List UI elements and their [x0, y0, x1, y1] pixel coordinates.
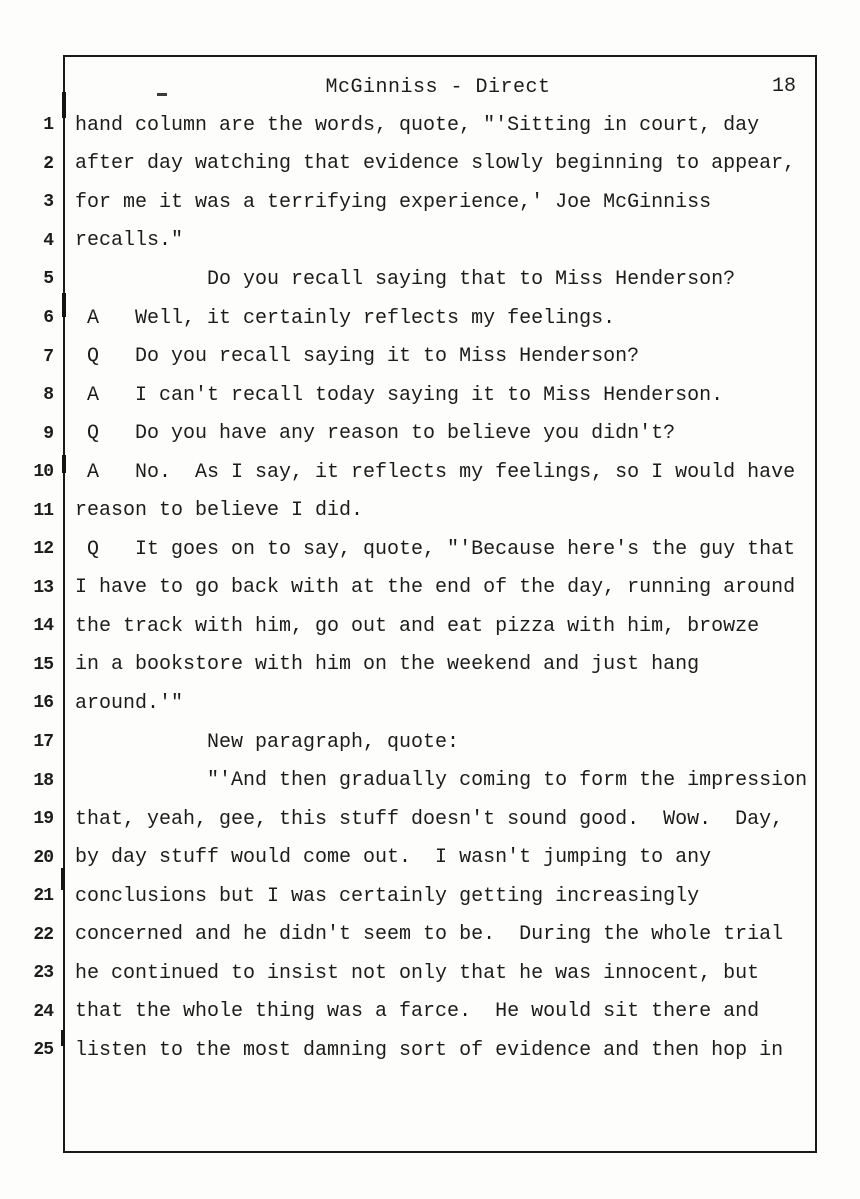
transcript-line: [0, 145, 860, 184]
page-title: McGinniss - Direct: [325, 76, 551, 99]
line-number: 17: [33, 732, 53, 753]
transcript-lines: [0, 106, 860, 1070]
line-number: 4: [43, 230, 53, 251]
line-number: 10: [33, 462, 53, 483]
transcript-line: [0, 684, 860, 723]
transcript-line: [0, 993, 860, 1032]
line-number: 16: [33, 693, 53, 714]
transcript-line: [0, 646, 860, 685]
transcript-line: [0, 376, 860, 415]
transcript-line: [0, 761, 860, 800]
transcript-line: [0, 222, 860, 261]
line-text: "'And then gradually coming to form the impression: [75, 769, 808, 793]
line-text: the track with him, go out and eat pizza with him, browze: [75, 614, 760, 638]
line-text: A No. As I say, it reflects my feelings, so I would have: [75, 460, 796, 484]
line-text: in a bookstore with him on the weekend and just hang: [75, 653, 700, 677]
line-text: listen to the most damning sort of evidence and then hop in: [75, 1038, 784, 1062]
line-number: 23: [33, 963, 53, 984]
line-number: 12: [33, 539, 53, 560]
transcript-line: [0, 569, 860, 608]
line-text: reason to believe I did.: [75, 499, 364, 523]
line-text: after day watching that evidence slowly beginning to appear,: [75, 152, 796, 176]
transcript-line: [0, 337, 860, 376]
line-text: New paragraph, quote:: [75, 730, 460, 754]
line-number: 1: [43, 115, 53, 136]
line-text: he continued to insist not only that he was innocent, but: [75, 961, 760, 985]
transcript-line: [0, 453, 860, 492]
transcript-line: [0, 260, 860, 299]
line-text: hand column are the words, quote, "'Sitting in court, day: [75, 113, 760, 137]
line-number: 9: [43, 423, 53, 444]
line-text: around.'": [75, 691, 184, 715]
line-number: 21: [33, 886, 53, 907]
transcript-line: [0, 954, 860, 993]
transcript-line: [0, 299, 860, 338]
line-number: 25: [33, 1040, 53, 1061]
transcript-line: [0, 915, 860, 954]
transcript-line: [0, 530, 860, 569]
line-text: conclusions but I was certainly getting increasingly: [75, 884, 700, 908]
line-number: 8: [43, 385, 53, 406]
line-number: 6: [43, 308, 53, 328]
line-text: A Well, it certainly reflects my feelings.: [75, 306, 616, 330]
line-text: that the whole thing was a farce. He would sit there and: [75, 1000, 760, 1024]
line-text: Q Do you recall saying it to Miss Henderson?: [75, 345, 640, 369]
line-text: Q It goes on to say, quote, "'Because here's the guy that: [75, 537, 796, 561]
line-number: 19: [33, 809, 53, 830]
transcript-line: [0, 607, 860, 646]
line-number: 22: [33, 924, 53, 945]
line-number: 15: [33, 654, 53, 675]
line-number: 7: [43, 346, 53, 367]
transcript-line: [0, 183, 860, 222]
line-text: for me it was a terrifying experience,' Joe McGinniss: [75, 190, 712, 214]
line-number: 18: [33, 770, 53, 791]
page-number: 18: [772, 75, 797, 98]
line-text: I have to go back with at the end of the day, running around: [75, 576, 796, 600]
line-number: 3: [43, 192, 53, 213]
transcript-line: [0, 1031, 860, 1070]
line-text: recalls.": [75, 229, 184, 253]
line-number: 24: [33, 1001, 53, 1022]
line-text: by day stuff would come out. I wasn't jumping to any: [75, 846, 712, 870]
transcript-line: [0, 414, 860, 453]
line-number: 5: [43, 269, 53, 290]
line-text: that, yeah, gee, this stuff doesn't sound good. Wow. Day,: [75, 807, 784, 831]
line-number: 11: [33, 500, 53, 521]
line-text: Q Do you have any reason to believe you didn't?: [75, 422, 676, 446]
transcript-line: [0, 723, 860, 762]
line-number: 13: [33, 577, 53, 598]
line-text: concerned and he didn't seem to be. During the whole trial: [75, 923, 784, 947]
line-text: A I can't recall today saying it to Miss Henderson.: [75, 383, 724, 407]
line-number: 2: [43, 153, 53, 174]
transcript-line: [0, 800, 860, 839]
transcript-line: [0, 491, 860, 530]
transcript-line: [0, 838, 860, 877]
line-number: 14: [33, 616, 53, 637]
transcript-line: [0, 106, 860, 145]
line-text: Do you recall saying that to Miss Henderson?: [75, 267, 736, 291]
line-number: 20: [33, 847, 53, 868]
transcript-line: [0, 877, 860, 916]
